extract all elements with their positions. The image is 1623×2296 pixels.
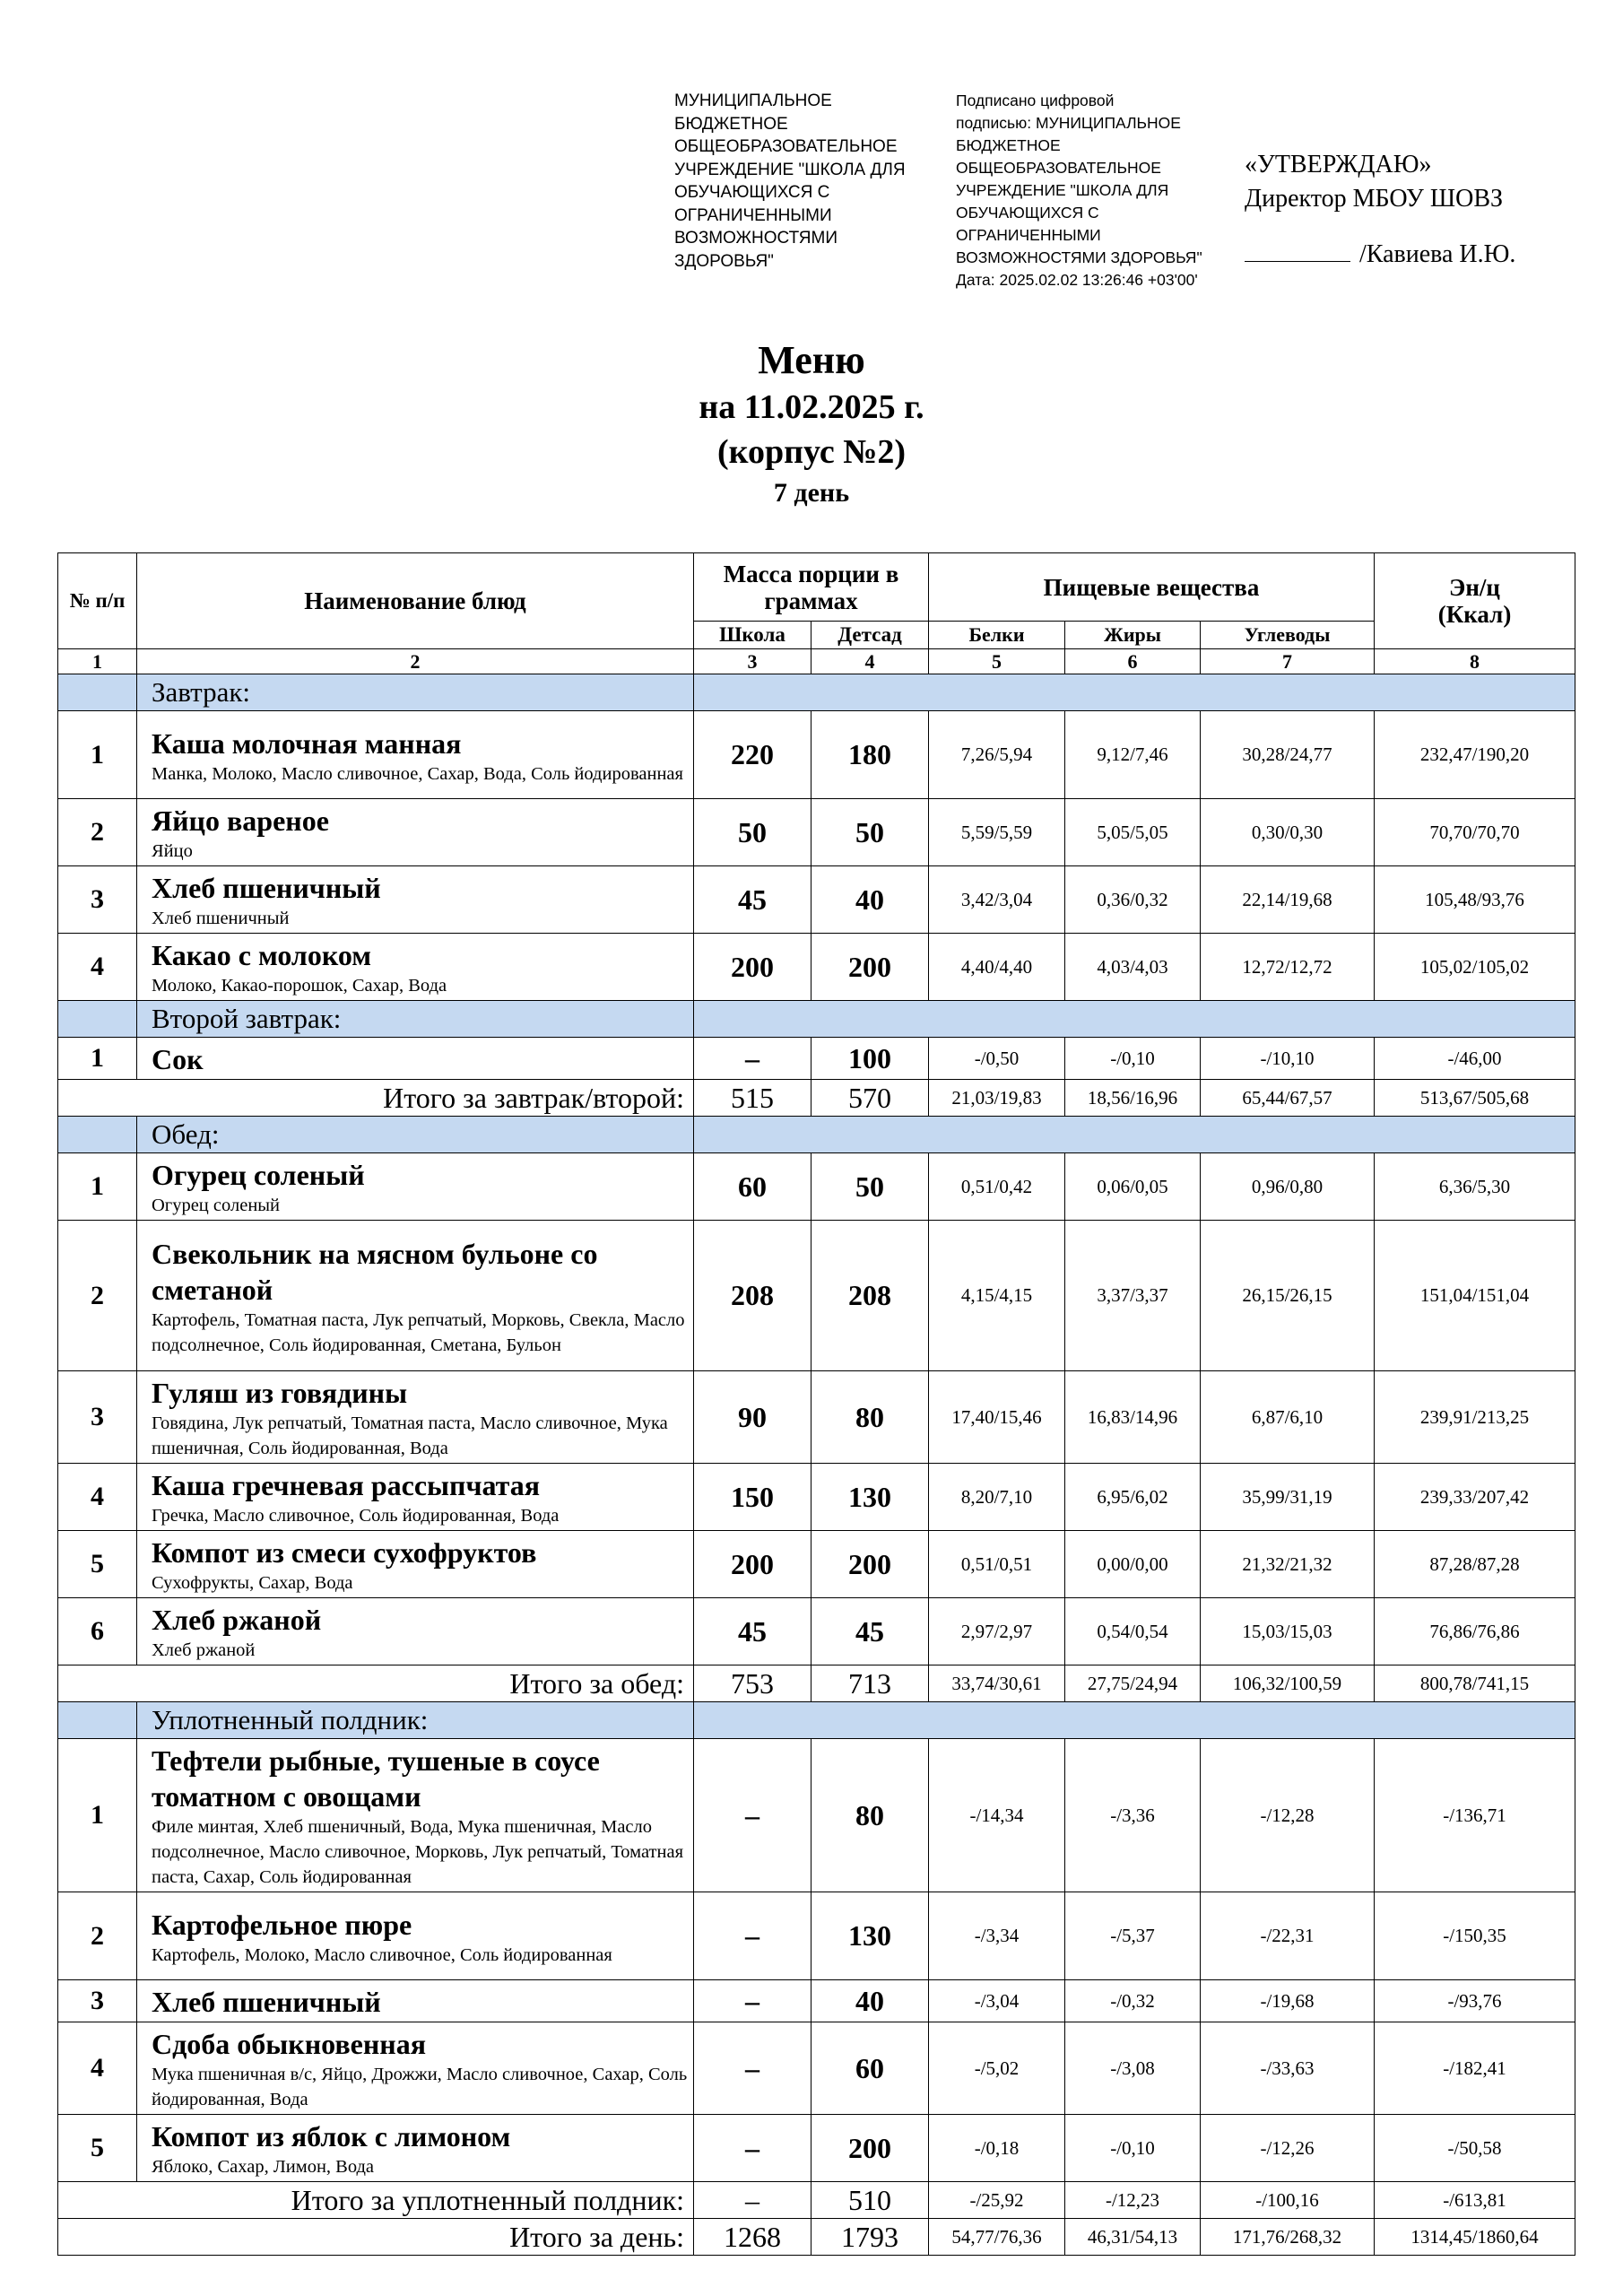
mass-school: – xyxy=(694,1038,812,1080)
dish-row xyxy=(58,1038,1575,1080)
menu-table xyxy=(57,552,1575,2256)
mass-kids: 200 xyxy=(812,2115,929,2182)
total-row xyxy=(58,2182,1575,2219)
dish-row xyxy=(58,1371,1575,1464)
dish-row xyxy=(58,1221,1575,1371)
dish-ingredients: Сухофрукты, Сахар, Вода xyxy=(152,1573,353,1593)
column-number: 2 xyxy=(137,649,694,674)
table-body xyxy=(58,674,1575,2256)
approve-name: /Кавиева И.Ю. xyxy=(1359,240,1516,268)
total-carbs: 106,32/100,59 xyxy=(1201,1665,1375,1702)
total-proteins: 54,77/76,36 xyxy=(929,2219,1065,2256)
mass-kids: 40 xyxy=(812,1980,929,2022)
fats-value: -/0,10 xyxy=(1065,1038,1201,1080)
dish-ingredients: Манка, Молоко, Масло сливочное, Сахар, Вода, Соль йодированная xyxy=(152,763,683,784)
fats-value: 0,00/0,00 xyxy=(1065,1531,1201,1598)
mass-school: 50 xyxy=(694,799,812,866)
dish-name: Каша молочная манная xyxy=(152,726,462,760)
dish-number: 4 xyxy=(58,934,137,1001)
section-filler xyxy=(694,1702,1575,1739)
dish-number: 1 xyxy=(58,711,137,799)
dish-cell xyxy=(137,1371,694,1464)
mass-kids: 80 xyxy=(812,1371,929,1464)
proteins-value: -/3,34 xyxy=(929,1892,1065,1980)
carbs-value: -/10,10 xyxy=(1201,1038,1375,1080)
dish-ingredients: Гречка, Масло сливочное, Соль йодированная, Вода xyxy=(152,1506,560,1526)
dish-name: Сок xyxy=(152,1043,204,1075)
total-proteins: -/25,92 xyxy=(929,2182,1065,2219)
dish-ingredients: Огурец соленый xyxy=(152,1196,281,1215)
title-menu: Меню xyxy=(758,338,865,382)
mass-school: 45 xyxy=(694,1598,812,1665)
mass-kids: 200 xyxy=(812,1531,929,1598)
total-energy: -/613,81 xyxy=(1375,2182,1575,2219)
total-fats: 46,31/54,13 xyxy=(1065,2219,1201,2256)
header-fats: Жиры xyxy=(1065,622,1201,649)
section-filler xyxy=(694,674,1575,711)
signature-underline xyxy=(1245,241,1350,262)
mass-kids: 180 xyxy=(812,711,929,799)
column-number: 4 xyxy=(812,649,929,674)
mass-school: 45 xyxy=(694,866,812,934)
dish-cell xyxy=(137,1598,694,1665)
dish-number: 3 xyxy=(58,866,137,934)
fats-value: -/0,10 xyxy=(1065,2115,1201,2182)
dish-number: 4 xyxy=(58,2022,137,2115)
section-row xyxy=(58,1117,1575,1153)
carbs-value: -/12,26 xyxy=(1201,2115,1375,2182)
dish-row xyxy=(58,1892,1575,1980)
header-nutrients: Пищевые вещества xyxy=(929,553,1375,622)
mass-kids: 50 xyxy=(812,1153,929,1221)
total-proteins: 21,03/19,83 xyxy=(929,1080,1065,1117)
mass-kids: 40 xyxy=(812,866,929,934)
mass-school: 208 xyxy=(694,1221,812,1371)
dish-number: 1 xyxy=(58,1153,137,1221)
total-mass-school: – xyxy=(694,2182,812,2219)
dish-number: 3 xyxy=(58,1371,137,1464)
mass-school: – xyxy=(694,2115,812,2182)
carbs-value: 0,96/0,80 xyxy=(1201,1153,1375,1221)
energy-value: 239,91/213,25 xyxy=(1375,1371,1575,1464)
dish-name: Огурец соленый xyxy=(152,1159,365,1191)
energy-value: 105,48/93,76 xyxy=(1375,866,1575,934)
approve-signature-line xyxy=(1245,238,1603,272)
total-energy: 800,78/741,15 xyxy=(1375,1665,1575,1702)
section-label: Завтрак: xyxy=(137,674,694,711)
mass-school: – xyxy=(694,2022,812,2115)
total-mass-school: 1268 xyxy=(694,2219,812,2256)
fats-value: -/5,37 xyxy=(1065,1892,1201,1980)
mass-kids: 208 xyxy=(812,1221,929,1371)
section-label: Уплотненный полдник: xyxy=(137,1702,694,1739)
energy-value: -/136,71 xyxy=(1375,1739,1575,1892)
total-fats: 27,75/24,94 xyxy=(1065,1665,1201,1702)
proteins-value: -/5,02 xyxy=(929,2022,1065,2115)
proteins-value: -/0,50 xyxy=(929,1038,1065,1080)
dish-name: Гуляш из говядины xyxy=(152,1377,408,1409)
total-mass-kids: 713 xyxy=(812,1665,929,1702)
energy-value: 239,33/207,42 xyxy=(1375,1464,1575,1531)
dish-number: 5 xyxy=(58,1531,137,1598)
section-filler xyxy=(694,1001,1575,1038)
dish-name: Какао с молоком xyxy=(152,939,372,971)
dish-cell xyxy=(137,1221,694,1371)
fats-value: 6,95/6,02 xyxy=(1065,1464,1201,1531)
carbs-value: -/12,28 xyxy=(1201,1739,1375,1892)
total-row xyxy=(58,2219,1575,2256)
mass-school: 90 xyxy=(694,1371,812,1464)
dish-cell xyxy=(137,711,694,799)
dish-cell xyxy=(137,2022,694,2115)
energy-value: 105,02/105,02 xyxy=(1375,934,1575,1001)
mass-school: 150 xyxy=(694,1464,812,1531)
fats-value: -/0,32 xyxy=(1065,1980,1201,2022)
carbs-value: 35,99/31,19 xyxy=(1201,1464,1375,1531)
total-fats: -/12,23 xyxy=(1065,2182,1201,2219)
mass-school: – xyxy=(694,1739,812,1892)
dish-name: Тефтели рыбные, тушеные в соусе томатном с овощами xyxy=(152,1744,600,1813)
carbs-value: -/33,63 xyxy=(1201,2022,1375,2115)
dish-number: 1 xyxy=(58,1038,137,1080)
total-carbs: 171,76/268,32 xyxy=(1201,2219,1375,2256)
dish-row xyxy=(58,799,1575,866)
energy-value: -/50,58 xyxy=(1375,2115,1575,2182)
section-num-cell xyxy=(58,1702,137,1739)
proteins-value: -/0,18 xyxy=(929,2115,1065,2182)
section-num-cell xyxy=(58,1117,137,1153)
fats-value: 3,37/3,37 xyxy=(1065,1221,1201,1371)
dish-cell xyxy=(137,1531,694,1598)
fats-value: 5,05/5,05 xyxy=(1065,799,1201,866)
mass-kids: 200 xyxy=(812,934,929,1001)
dish-name: Хлеб ржаной xyxy=(152,1604,322,1636)
mass-kids: 130 xyxy=(812,1892,929,1980)
fats-value: 16,83/14,96 xyxy=(1065,1371,1201,1464)
dish-row xyxy=(58,1531,1575,1598)
carbs-value: 12,72/12,72 xyxy=(1201,934,1375,1001)
mass-school: – xyxy=(694,1892,812,1980)
mass-school: 220 xyxy=(694,711,812,799)
header-energy: Эн/ц (Ккал) xyxy=(1375,553,1575,649)
energy-value: -/93,76 xyxy=(1375,1980,1575,2022)
dish-name: Хлеб пшеничный xyxy=(152,872,381,904)
fats-value: 0,06/0,05 xyxy=(1065,1153,1201,1221)
dish-ingredients: Филе минтая, Хлеб пшеничный, Вода, Мука пшеничная, Масло подсолнечное, Масло сливочное, Морковь, Лук репчатый, Томатная паста, Сахар, Соль йодированная xyxy=(152,1817,684,1887)
mass-school: 60 xyxy=(694,1153,812,1221)
dish-cell xyxy=(137,1892,694,1980)
mass-school: 200 xyxy=(694,934,812,1001)
dish-name: Яйцо вареное xyxy=(152,804,329,837)
header-mass-school: Школа xyxy=(694,622,812,649)
dish-number: 4 xyxy=(58,1464,137,1531)
header-num: № п/п xyxy=(58,553,137,649)
section-label: Второй завтрак: xyxy=(137,1001,694,1038)
approval-block xyxy=(1245,148,1603,272)
dish-ingredients: Хлеб ржаной xyxy=(152,1640,256,1660)
table-header xyxy=(58,553,1575,674)
dish-ingredients: Картофель, Томатная паста, Лук репчатый, Морковь, Свекла, Масло подсолнечное, Соль йодированная, Сметана, Бульон xyxy=(152,1309,685,1355)
header-mass: Масса порции в граммах xyxy=(694,553,929,622)
energy-value: 70,70/70,70 xyxy=(1375,799,1575,866)
column-number: 3 xyxy=(694,649,812,674)
dish-row xyxy=(58,1598,1575,1665)
dish-row xyxy=(58,2022,1575,2115)
section-num-cell xyxy=(58,674,137,711)
section-row xyxy=(58,1001,1575,1038)
total-mass-school: 753 xyxy=(694,1665,812,1702)
dish-number: 6 xyxy=(58,1598,137,1665)
mass-school: 200 xyxy=(694,1531,812,1598)
energy-value: 6,36/5,30 xyxy=(1375,1153,1575,1221)
dish-row xyxy=(58,711,1575,799)
dish-row xyxy=(58,866,1575,934)
total-carbs: 65,44/67,57 xyxy=(1201,1080,1375,1117)
section-row xyxy=(58,674,1575,711)
mass-kids: 80 xyxy=(812,1739,929,1892)
section-label: Обед: xyxy=(137,1117,694,1153)
column-number: 1 xyxy=(58,649,137,674)
section-num-cell xyxy=(58,1001,137,1038)
total-label: Итого за завтрак/второй: xyxy=(58,1080,694,1117)
total-row xyxy=(58,1080,1575,1117)
carbs-value: 26,15/26,15 xyxy=(1201,1221,1375,1371)
total-mass-kids: 570 xyxy=(812,1080,929,1117)
carbs-value: 21,32/21,32 xyxy=(1201,1531,1375,1598)
column-number: 5 xyxy=(929,649,1065,674)
fats-value: 4,03/4,03 xyxy=(1065,934,1201,1001)
total-energy: 1314,45/1860,64 xyxy=(1375,2219,1575,2256)
dish-name: Каша гречневая рассыпчатая xyxy=(152,1469,541,1501)
dish-cell xyxy=(137,1153,694,1221)
proteins-value: 8,20/7,10 xyxy=(929,1464,1065,1531)
column-number: 7 xyxy=(1201,649,1375,674)
dish-ingredients: Хлеб пшеничный xyxy=(152,909,290,928)
total-mass-school: 515 xyxy=(694,1080,812,1117)
energy-value: 232,47/190,20 xyxy=(1375,711,1575,799)
mass-kids: 100 xyxy=(812,1038,929,1080)
mass-kids: 45 xyxy=(812,1598,929,1665)
proteins-value: -/14,34 xyxy=(929,1739,1065,1892)
dish-cell xyxy=(137,1739,694,1892)
energy-value: 87,28/87,28 xyxy=(1375,1531,1575,1598)
dish-cell xyxy=(137,799,694,866)
carbs-value: 6,87/6,10 xyxy=(1201,1371,1375,1464)
proteins-value: 0,51/0,51 xyxy=(929,1531,1065,1598)
dish-name: Картофельное пюре xyxy=(152,1908,412,1941)
total-proteins: 33,74/30,61 xyxy=(929,1665,1065,1702)
dish-name: Хлеб пшеничный xyxy=(152,1986,381,2018)
dish-ingredients: Молоко, Какао-порошок, Сахар, Вода xyxy=(152,976,447,996)
carbs-value: -/22,31 xyxy=(1201,1892,1375,1980)
dish-ingredients: Яйцо xyxy=(152,841,193,861)
menu-title xyxy=(0,336,1623,512)
mass-school: – xyxy=(694,1980,812,2022)
dish-ingredients: Говядина, Лук репчатый, Томатная паста, Масло сливочное, Мука пшеничная, Соль йодированная, Вода xyxy=(152,1413,668,1458)
dish-number: 1 xyxy=(58,1739,137,1892)
dish-row xyxy=(58,934,1575,1001)
dish-number: 2 xyxy=(58,1221,137,1371)
carbs-value: 0,30/0,30 xyxy=(1201,799,1375,866)
dish-row xyxy=(58,2115,1575,2182)
dish-name: Свекольник на мясном бульоне со сметаной xyxy=(152,1237,598,1306)
dish-name: Компот из смеси сухофруктов xyxy=(152,1536,537,1569)
dish-number: 2 xyxy=(58,1892,137,1980)
title-day: 7 день xyxy=(773,478,850,508)
dish-ingredients: Мука пшеничная в/с, Яйцо, Дрожжи, Масло сливочное, Сахар, Соль йодированная, Вода xyxy=(152,2065,688,2109)
dish-ingredients: Яблоко, Сахар, Лимон, Вода xyxy=(152,2157,375,2177)
dish-cell xyxy=(137,1464,694,1531)
dish-row xyxy=(58,1464,1575,1531)
dish-name: Сдоба обыкновенная xyxy=(152,2028,427,2060)
carbs-value: 22,14/19,68 xyxy=(1201,866,1375,934)
approve-heading: «УТВЕРЖДАЮ» xyxy=(1245,151,1432,178)
proteins-value: 5,59/5,59 xyxy=(929,799,1065,866)
proteins-value: 4,15/4,15 xyxy=(929,1221,1065,1371)
carbs-value: 30,28/24,77 xyxy=(1201,711,1375,799)
proteins-value: 0,51/0,42 xyxy=(929,1153,1065,1221)
organization-name: МУНИЦИПАЛЬНОЕ БЮДЖЕТНОЕ ОБЩЕОБРАЗОВАТЕЛЬНОЕ УЧРЕЖДЕНИЕ "ШКОЛА ДЛЯ ОБУЧАЮЩИХСЯ С ОГРАНИЧЕННЫМИ ВОЗМОЖНОСТЯМИ ЗДОРОВЬЯ" xyxy=(674,91,906,271)
energy-value: 76,86/76,86 xyxy=(1375,1598,1575,1665)
total-carbs: -/100,16 xyxy=(1201,2182,1375,2219)
approve-position: Директор МБОУ ШОВЗ xyxy=(1245,185,1504,213)
mass-kids: 60 xyxy=(812,2022,929,2115)
proteins-value: 17,40/15,46 xyxy=(929,1371,1065,1464)
fats-value: 0,54/0,54 xyxy=(1065,1598,1201,1665)
digital-signature: Подписано цифровой подписью: МУНИЦИПАЛЬНОЕ БЮДЖЕТНОЕ ОБЩЕОБРАЗОВАТЕЛЬНОЕ УЧРЕЖДЕНИЕ "ШКОЛА ДЛЯ ОБУЧАЮЩИХСЯ С ОГРАНИЧЕННЫМИ ВОЗМОЖНОСТЯМИ ЗДОРОВЬЯ" Дата: 2025.02.02 13:26:46 +03'00' xyxy=(956,91,1202,289)
energy-value: -/182,41 xyxy=(1375,2022,1575,2115)
total-label: Итого за уплотненный полдник: xyxy=(58,2182,694,2219)
total-energy: 513,67/505,68 xyxy=(1375,1080,1575,1117)
section-row xyxy=(58,1702,1575,1739)
dish-number: 2 xyxy=(58,799,137,866)
dish-row xyxy=(58,1980,1575,2022)
mass-kids: 130 xyxy=(812,1464,929,1531)
total-fats: 18,56/16,96 xyxy=(1065,1080,1201,1117)
dish-name: Компот из яблок с лимоном xyxy=(152,2120,511,2152)
total-mass-kids: 1793 xyxy=(812,2219,929,2256)
energy-value: 151,04/151,04 xyxy=(1375,1221,1575,1371)
proteins-value: 2,97/2,97 xyxy=(929,1598,1065,1665)
energy-value: -/150,35 xyxy=(1375,1892,1575,1980)
total-label: Итого за день: xyxy=(58,2219,694,2256)
fats-value: 9,12/7,46 xyxy=(1065,711,1201,799)
dish-ingredients: Картофель, Молоко, Масло сливочное, Соль йодированная xyxy=(152,1944,612,1965)
header-dish: Наименование блюд xyxy=(137,553,694,649)
fats-value: -/3,08 xyxy=(1065,2022,1201,2115)
title-date: на 11.02.2025 г. xyxy=(699,388,924,426)
total-row xyxy=(58,1665,1575,1702)
total-mass-kids: 510 xyxy=(812,2182,929,2219)
dish-cell xyxy=(137,934,694,1001)
dish-row xyxy=(58,1739,1575,1892)
dish-cell xyxy=(137,866,694,934)
column-number: 8 xyxy=(1375,649,1575,674)
header-mass-kids: Детсад xyxy=(812,622,929,649)
dish-row xyxy=(58,1153,1575,1221)
title-building: (корпус №2) xyxy=(716,433,907,471)
proteins-value: 4,40/4,40 xyxy=(929,934,1065,1001)
column-numbers-row xyxy=(58,649,1575,674)
proteins-value: -/3,04 xyxy=(929,1980,1065,2022)
dish-cell xyxy=(137,1038,694,1080)
dish-cell xyxy=(137,1980,694,2022)
total-label: Итого за обед: xyxy=(58,1665,694,1702)
fats-value: -/3,36 xyxy=(1065,1739,1201,1892)
fats-value: 0,36/0,32 xyxy=(1065,866,1201,934)
section-filler xyxy=(694,1117,1575,1153)
carbs-value: 15,03/15,03 xyxy=(1201,1598,1375,1665)
column-number: 6 xyxy=(1065,649,1201,674)
dish-number: 5 xyxy=(58,2115,137,2182)
energy-value: -/46,00 xyxy=(1375,1038,1575,1080)
carbs-value: -/19,68 xyxy=(1201,1980,1375,2022)
dish-cell xyxy=(137,2115,694,2182)
proteins-value: 7,26/5,94 xyxy=(929,711,1065,799)
mass-kids: 50 xyxy=(812,799,929,866)
dish-number: 3 xyxy=(58,1980,137,2022)
header-carbs: Углеводы xyxy=(1201,622,1375,649)
proteins-value: 3,42/3,04 xyxy=(929,866,1065,934)
header-proteins: Белки xyxy=(929,622,1065,649)
